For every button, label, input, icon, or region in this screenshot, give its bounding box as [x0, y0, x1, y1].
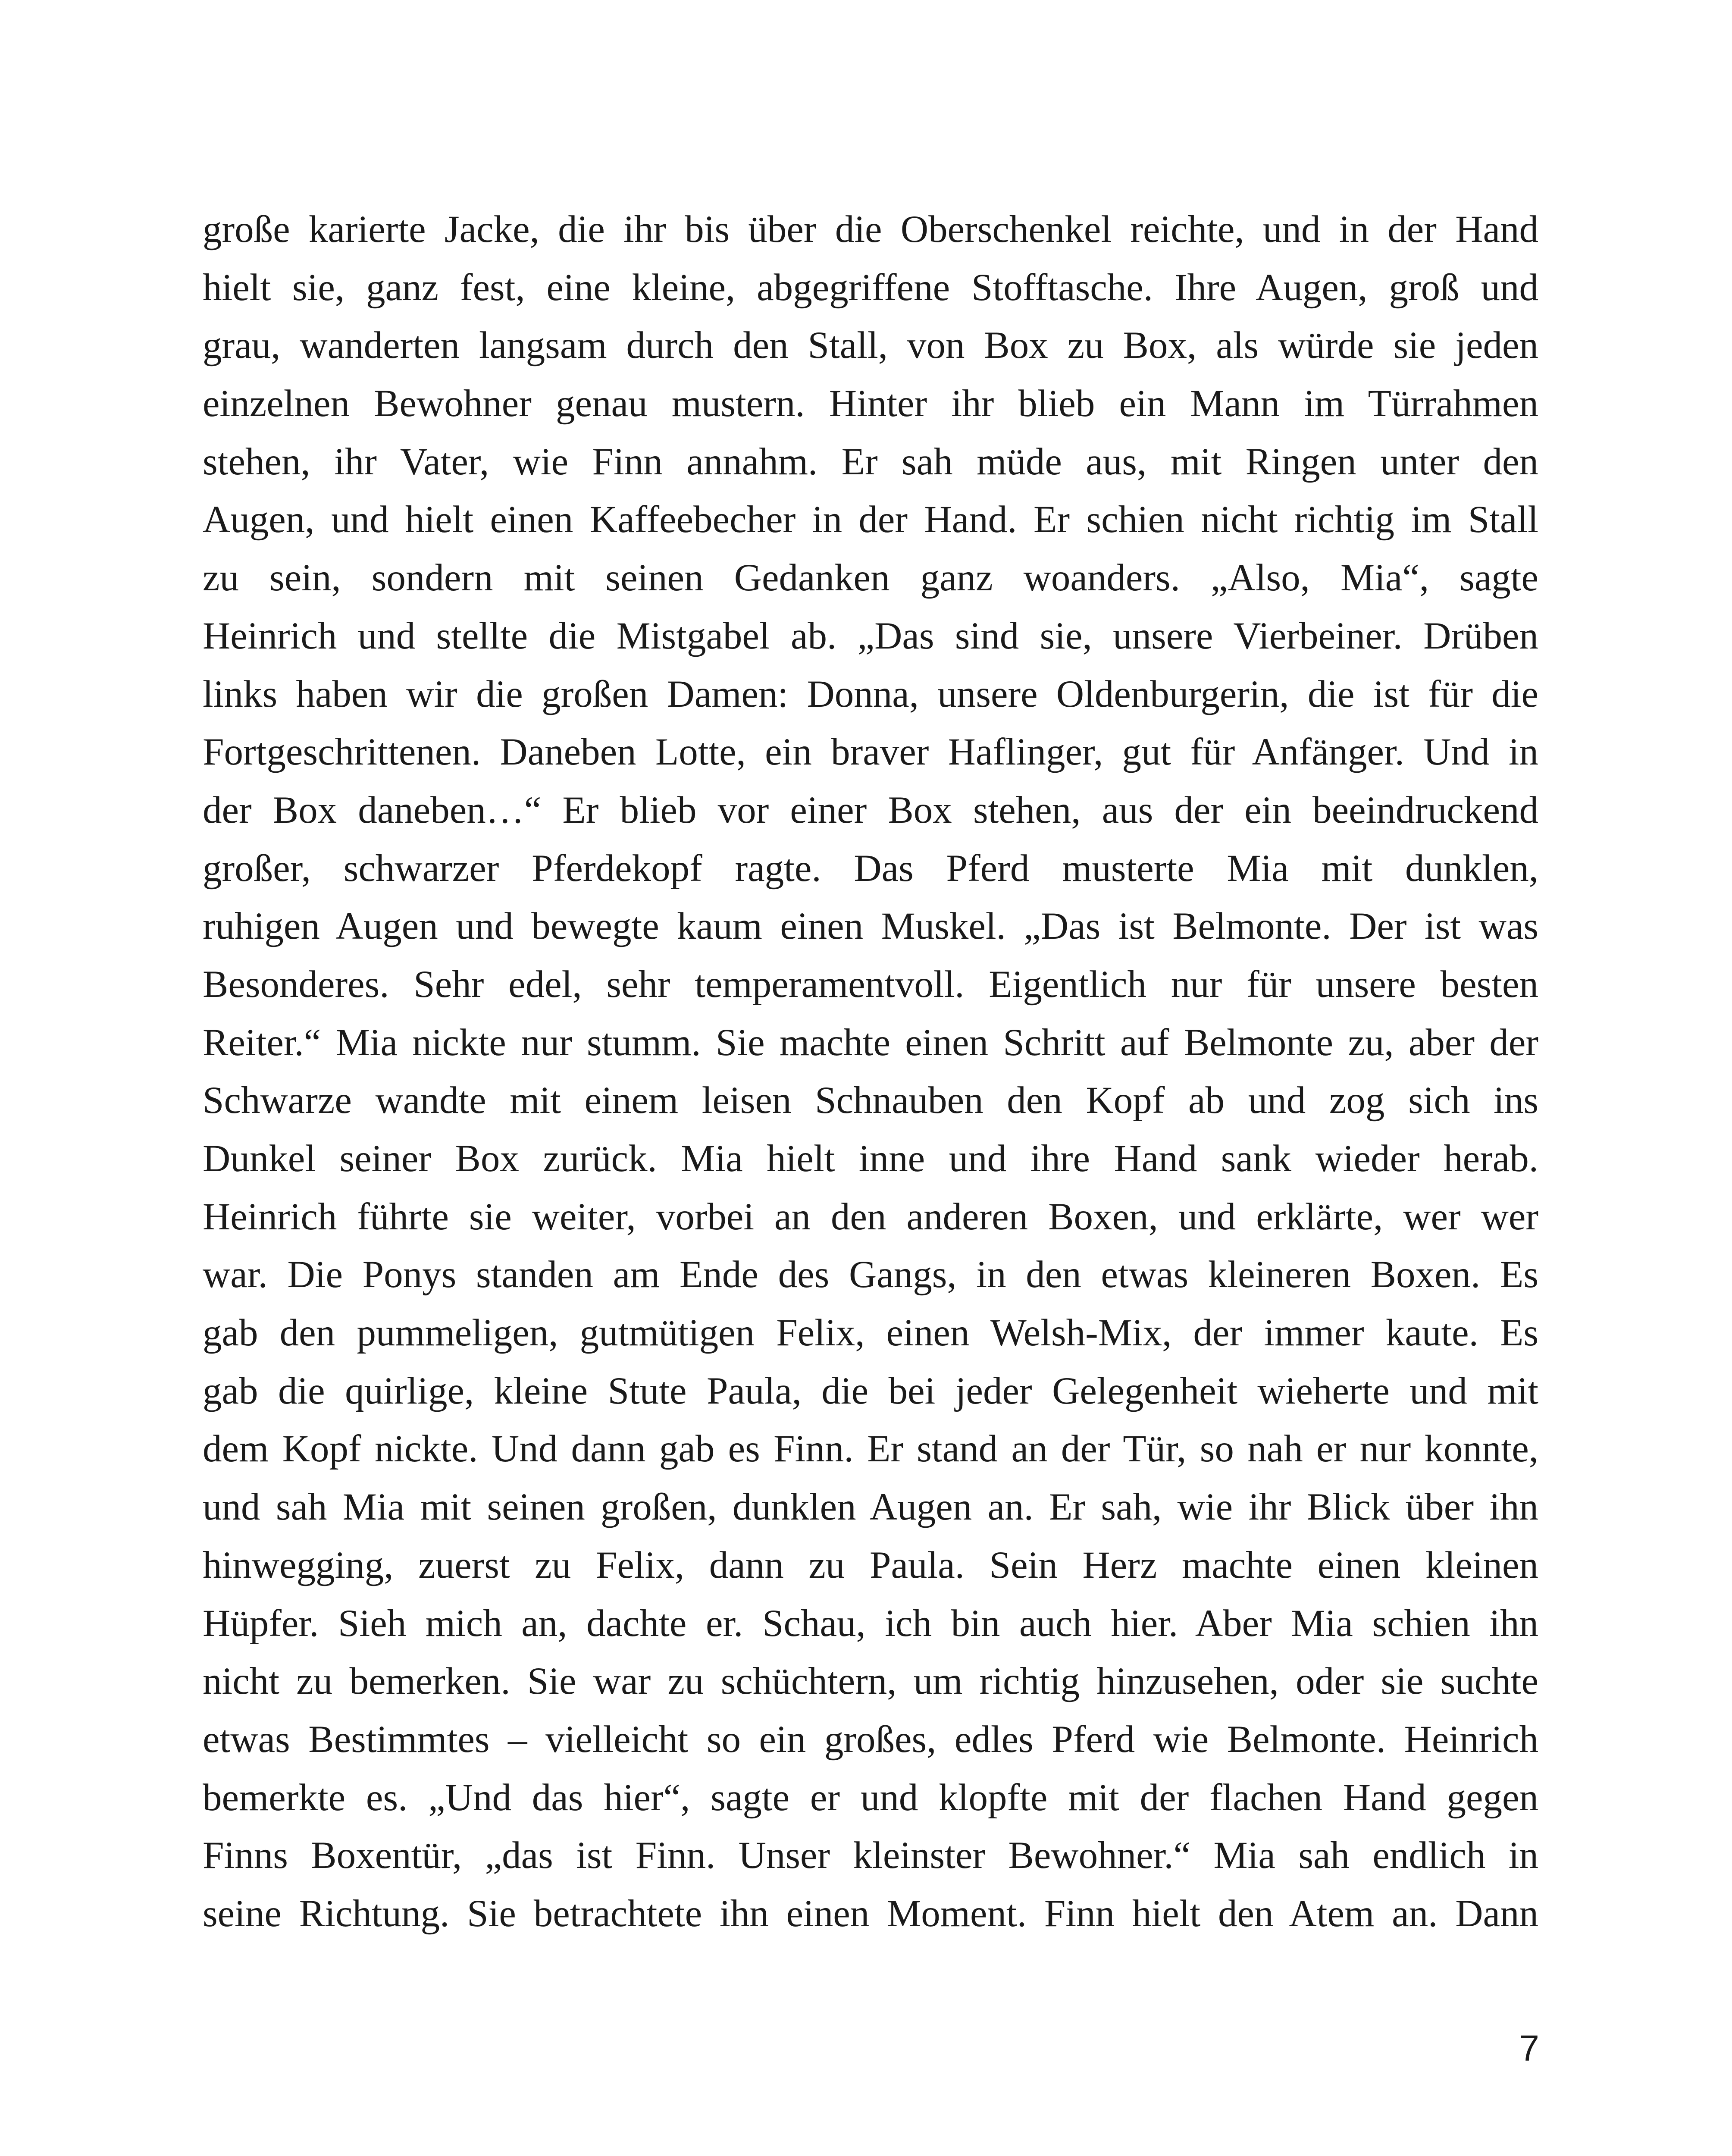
- text-line: Finns Boxentür, „das ist Finn. Unser kleinster Bewohner.“ Mia sah endlich in: [203, 1834, 1538, 1877]
- text-line: seine Richtung. Sie betrachtete ihn einen Moment. Finn hielt den Atem an. Dann: [203, 1892, 1538, 1935]
- text-line: Hüpfer. Sieh mich an, dachte er. Schau, ich bin auch hier. Aber Mia schien ihn: [203, 1602, 1538, 1645]
- text-line: Augen, und hielt einen Kaffeebecher in der Hand. Er schien nicht richtig im Stall: [203, 498, 1538, 541]
- text-line: Heinrich führte sie weiter, vorbei an den anderen Boxen, und erklärte, wer wer: [203, 1195, 1538, 1238]
- text-line: zu sein, sondern mit seinen Gedanken ganz woanders. „Also, Mia“, sagte: [203, 557, 1538, 599]
- text-line: stehen, ihr Vater, wie Finn annahm. Er sah müde aus, mit Ringen unter den: [203, 440, 1538, 483]
- text-line: Schwarze wandte mit einem leisen Schnauben den Kopf ab und zog sich ins: [203, 1079, 1538, 1122]
- text-line: großer, schwarzer Pferdekopf ragte. Das Pferd musterte Mia mit dunklen,: [203, 847, 1538, 890]
- text-line: hielt sie, ganz fest, eine kleine, abgegriffene Stofftasche. Ihre Augen, groß und: [203, 266, 1538, 309]
- body-text: [203, 201, 1538, 1943]
- text-line: gab die quirlige, kleine Stute Paula, die bei jeder Gelegenheit wieherte und mit: [203, 1369, 1538, 1412]
- text-line: ruhigen Augen und bewegte kaum einen Muskel. „Das ist Belmonte. Der ist was: [203, 905, 1538, 948]
- text-line: gab den pummeligen, gutmütigen Felix, einen Welsh-Mix, der immer kaute. Es: [203, 1312, 1538, 1354]
- text-line: Heinrich und stellte die Mistgabel ab. „Das sind sie, unsere Vierbeiner. Drüben: [203, 614, 1538, 657]
- text-line: Dunkel seiner Box zurück. Mia hielt inne und ihre Hand sank wieder herab.: [203, 1138, 1538, 1180]
- text-line: Fortgeschrittenen. Daneben Lotte, ein braver Haflinger, gut für Anfänger. Und in: [203, 731, 1538, 774]
- text-line: Reiter.“ Mia nickte nur stumm. Sie machte einen Schritt auf Belmonte zu, aber der: [203, 1021, 1538, 1064]
- text-line: einzelnen Bewohner genau mustern. Hinter ihr blieb ein Mann im Türrahmen: [203, 382, 1538, 425]
- text-line: grau, wanderten langsam durch den Stall, von Box zu Box, als würde sie jeden: [203, 324, 1538, 367]
- text-line: Besonderes. Sehr edel, sehr temperamentvoll. Eigentlich nur für unsere besten: [203, 963, 1538, 1006]
- text-line: links haben wir die großen Damen: Donna, unsere Oldenburgerin, die ist für die: [203, 673, 1538, 715]
- text-line: bemerkte es. „Und das hier“, sagte er und klopfte mit der flachen Hand gegen: [203, 1776, 1538, 1819]
- text-line: große karierte Jacke, die ihr bis über die Oberschenkel reichte, und in der Hand: [203, 208, 1538, 251]
- text-line: und sah Mia mit seinen großen, dunklen Augen an. Er sah, wie ihr Blick über ihn: [203, 1486, 1538, 1529]
- page-number: 7: [1519, 2028, 1539, 2068]
- text-line: hinwegging, zuerst zu Felix, dann zu Paula. Sein Herz machte einen kleinen: [203, 1544, 1538, 1586]
- text-line: dem Kopf nickte. Und dann gab es Finn. Er stand an der Tür, so nah er nur konnte,: [203, 1428, 1538, 1470]
- text-line: war. Die Ponys standen am Ende des Gangs, in den etwas kleineren Boxen. Es: [203, 1253, 1538, 1296]
- text-line: nicht zu bemerken. Sie war zu schüchtern, um richtig hinzusehen, oder sie suchte: [203, 1660, 1538, 1703]
- text-line: der Box daneben…“ Er blieb vor einer Box stehen, aus der ein beeindruckend: [203, 789, 1538, 831]
- text-line: etwas Bestimmtes – vielleicht so ein großes, edles Pferd wie Belmonte. Heinrich: [203, 1718, 1538, 1761]
